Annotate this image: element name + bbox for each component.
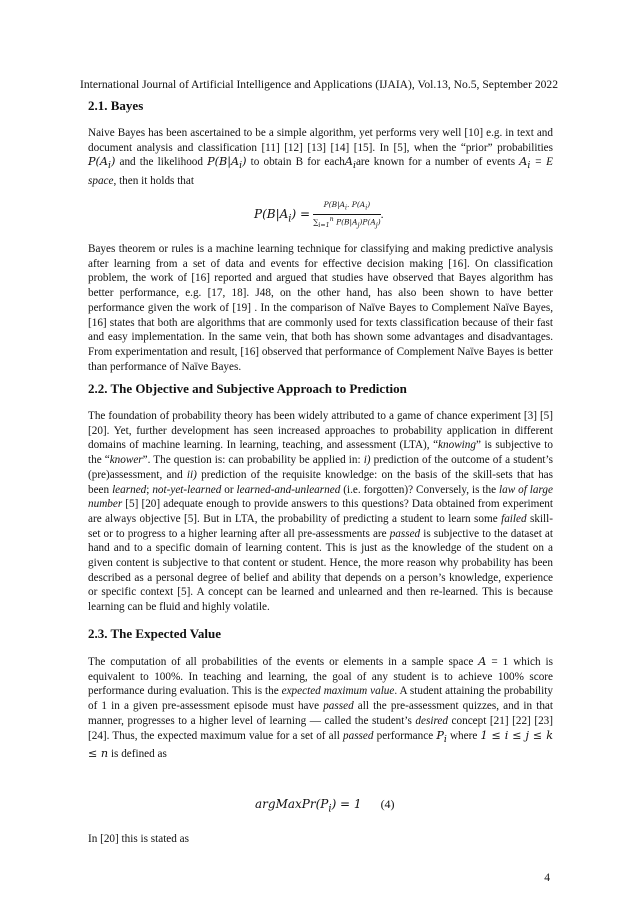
section-2-3-title: 2.3. The Expected Value bbox=[88, 626, 222, 641]
section-2-3-after-text: In [20] this is stated as bbox=[88, 833, 189, 845]
section-2-3-paragraph: The computation of all probabilities of the events or elements in a sample space A = 1 which is equivalent to 100%. In teaching and learning, the goal of any student is to achieve 100% score performance during evaluation. This is the expected maximum value. A student attaining the probability of 1 in a given pre-assessment episode must have passed all the pre-assessment quizzes, and in that manner, progresses to a higher level of learning — called the student’s desired concept [21] [22] [23] [24]. Thus, the expected maximum value for a set of all passed performance $P_i$ where 1 ≤ i ≤ j ≤ k ≤ n is defined as bbox=[88, 655, 553, 761]
section-2-1-title: 2.1. Bayes bbox=[88, 98, 144, 113]
section-2-2-paragraph: The foundation of probability theory has been widely attributed to a game of chance experiment [3] [5] [20]. Yet, further development has seen increased approaches to probability application in different domains of machine learning. In learning, teaching, and assessment (LTA), “knowing” is subjective to the “knower”. The question is: can probability be applied in: i) prediction of the outcome of a student’s (pre)assessment, and ii) prediction of the requisite knowledge: on the basis of the skill-sets that has been learned; not-yet-learned or learned-and-unlearned (i.e. forgotten)? Conversely, is the law of large number [5] [20] adequate enough to provide answers to this questions? Data obtained from experiment are always objective [5]. But in LTA, the probability of predicting a student to learn some failed skill-set or to progress to a higher learning after all pre-assessments are passed is subjective to the dataset at hand and to a specific domain of learning content. This is just as the knowledge of the student on a given content is subjective to that content or student. Hence, the more reason why probability has been described as a personal degree of belief and ability that depends on a person’s knowledge, experience or specific context [5]. A concept can be learned and unlearned and then re-learned. This is because learning can be fluid and highly volatile. bbox=[88, 410, 553, 614]
section-2-1-paragraph-2: Bayes theorem or rules is a machine learning technique for classifying and making predictive analysis after learning from a set of data and events for effective decision making [16]. On classification problem, the work of [16] reported and argued that studies have observed that Bayes algorithm has better performance, e.g. [17, 18]. J48, on the other hand, has also been shown to have better performance given the work of [19] . In the comparison of Naïve Bayes to Complement Naïve Bayes, [16] states that both are algorithms that are commonly used for texts classification because of their fast and easy implementation. In the same vein, that both has shown some advantages and disadvantages. From experimentation and result, [16] observed that performance of Complement Naïve Bayes is better than performance of Naïve Bayes. bbox=[88, 243, 553, 373]
section-2-1-paragraph-1: Naive Bayes has been ascertained to be a simple algorithm, yet performs very well [10] e.g. in text and document analysis and classification [11] [12] [13] [14] [15]. In [5], when the “prior” probabilities $P(A_i)$ and the likelihood $P(B|A_i)$ to obtain B for eachA$_i$are known for a number of events $A_i = E$ space, then it holds that bbox=[88, 127, 553, 188]
page-number: 4 bbox=[544, 871, 550, 884]
bayes-equation: $P(B|A_i)$ = $\frac{P(B|A_i. P(A_i)}{\sum_{i=1}^n P(B|A_j)P(A_j)}$ . bbox=[254, 200, 384, 229]
section-2-2-title: 2.2. The Objective and Subjective Approach to Prediction bbox=[88, 381, 407, 396]
argmax-equation: $argMaxPr(P_i) = 1$ (4) bbox=[255, 797, 395, 815]
journal-header: International Journal of Artificial Intelligence and Applications (IJAIA), Vol.13, No.5, September 2022 bbox=[79, 78, 559, 91]
